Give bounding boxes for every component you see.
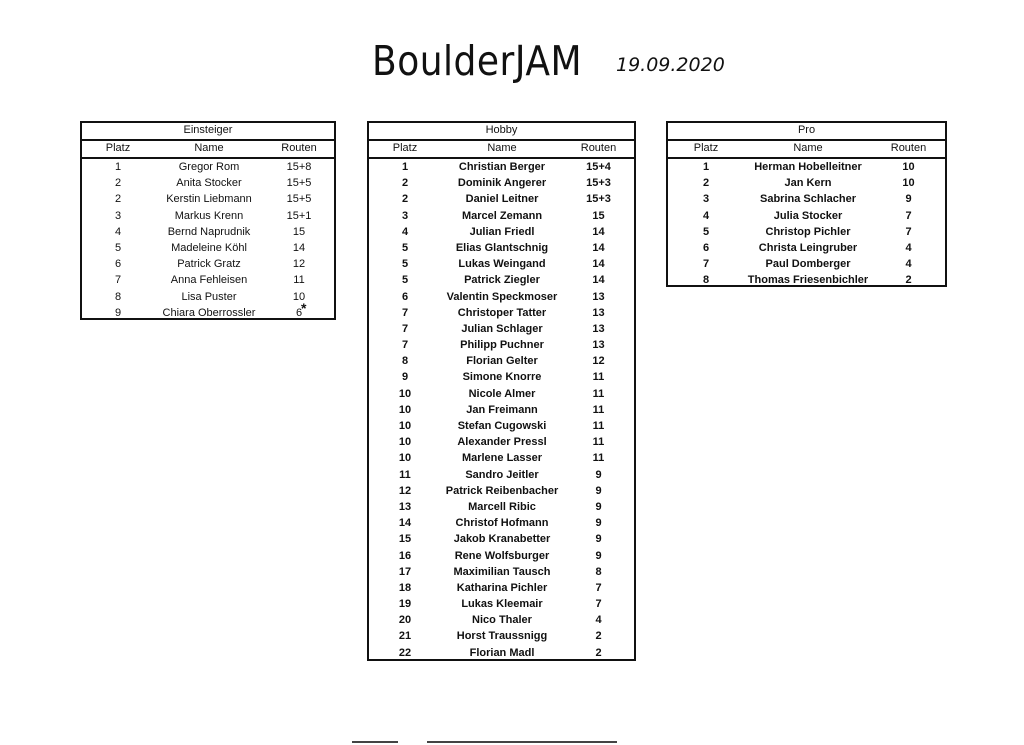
table-row (369, 353, 634, 369)
table-row (369, 224, 634, 240)
handwritten-asterisk: * (301, 300, 307, 316)
table-row (369, 208, 634, 224)
cell-routes: 4 (905, 258, 912, 271)
cell-name: Julian Friedl (469, 225, 535, 238)
cell-name: Markus Krenn (174, 209, 244, 222)
cell-place: 2 (401, 193, 409, 206)
table-row (369, 305, 634, 321)
cell-name: Elias Glantschnig (455, 241, 549, 254)
cell-place: 12 (398, 484, 412, 497)
cell-routes: 9 (595, 484, 602, 497)
cell-place: 7 (401, 322, 409, 335)
table-row (369, 240, 634, 256)
cell-place: 18 (398, 581, 412, 594)
cell-name: Katharina Pichler (456, 581, 548, 594)
cell-routes: 7 (905, 225, 912, 238)
cell-routes: 14 (292, 241, 306, 254)
table-row (82, 305, 334, 321)
einsteiger-table (80, 121, 336, 320)
cell-routes: 14 (592, 225, 605, 238)
table-row (369, 337, 634, 353)
column-headers (369, 141, 634, 159)
cell-place: 4 (702, 209, 710, 222)
cell-name: Jakob Kranabetter (453, 533, 551, 546)
cell-place: 21 (398, 630, 412, 643)
cell-routes: 11 (592, 387, 605, 400)
cell-routes: 13 (592, 322, 605, 335)
table-row (369, 191, 634, 207)
cell-place: 5 (702, 225, 710, 238)
cell-name: Sandro Jeitler (465, 468, 539, 481)
table-row (668, 208, 945, 224)
column-headers (668, 141, 945, 159)
cell-routes: 11 (293, 274, 305, 287)
table-title: Pro (668, 123, 945, 141)
cell-name: Nico Thaler (472, 614, 532, 627)
cell-place: 1 (114, 161, 122, 173)
cell-routes: 7 (595, 581, 602, 594)
cell-routes: 9 (595, 468, 602, 481)
cell-place: 17 (398, 565, 412, 578)
cell-place: 2 (401, 177, 409, 190)
cell-name: Lukas Kleemair (461, 598, 543, 611)
table-row (369, 418, 634, 434)
cell-routes: 4 (905, 241, 912, 254)
table-row (369, 289, 634, 305)
cell-routes: 2 (595, 630, 602, 643)
table-row (369, 175, 634, 191)
cell-name: Anna Fehleisen (170, 274, 248, 287)
cell-routes: 9 (905, 193, 912, 206)
table-row (82, 256, 334, 272)
cell-place: 10 (398, 387, 412, 400)
cell-name: Nicole Almer (468, 387, 536, 400)
cell-routes: 15+4 (586, 161, 611, 173)
cell-name: Patrick Reibenbacher (445, 484, 559, 497)
cell-routes: 2 (595, 646, 602, 659)
table-row (369, 483, 634, 499)
table-row (668, 224, 945, 240)
cell-name: Lukas Weingand (458, 258, 546, 271)
cell-name: Christof Hofmann (455, 517, 549, 530)
table-row (668, 191, 945, 207)
cell-place: 10 (398, 452, 412, 465)
cell-routes: 13 (592, 339, 605, 352)
cell-name: Marcel Zemann (461, 209, 543, 222)
cell-name: Lisa Puster (181, 290, 237, 303)
column-header-name: Name (793, 142, 823, 154)
page-title: BoulderJAM (372, 38, 583, 86)
cell-place: 7 (401, 339, 409, 352)
cell-place: 4 (401, 225, 409, 238)
cell-name: Anita Stocker (176, 177, 242, 190)
table-row (82, 208, 334, 224)
cell-routes: 13 (592, 290, 605, 303)
cell-routes: 11 (592, 420, 605, 432)
cell-place: 2 (702, 177, 710, 190)
column-header-place: Platz (105, 142, 131, 154)
cell-place: 2 (114, 177, 122, 190)
cell-routes: 15 (292, 225, 306, 238)
cell-place: 14 (398, 517, 412, 530)
cell-routes: 11 (592, 452, 605, 465)
cell-place: 10 (398, 420, 412, 432)
cell-name: Paul Domberger (765, 258, 851, 271)
table-row (668, 175, 945, 191)
table-row (82, 289, 334, 305)
cell-place: 4 (114, 225, 122, 238)
cell-place: 19 (398, 598, 412, 611)
cell-name: Maximilian Tausch (453, 565, 551, 578)
table-row (369, 386, 634, 402)
cell-name: Bernd Naprudnik (167, 225, 251, 238)
cell-routes: 11 (592, 371, 605, 384)
table-row (82, 159, 334, 175)
cell-name: Simone Knorre (462, 371, 542, 384)
cell-place: 10 (398, 403, 412, 416)
cell-name: Jan Kern (784, 177, 832, 190)
column-headers (82, 141, 334, 159)
cell-name: Marlene Lasser (461, 452, 543, 465)
cell-name: Daniel Leitner (465, 193, 539, 206)
table-row (668, 256, 945, 272)
cell-place: 13 (398, 500, 412, 513)
table-row (82, 175, 334, 191)
cell-place: 5 (114, 241, 122, 254)
cell-place: 9 (114, 306, 122, 319)
cell-routes: 10 (902, 177, 915, 190)
cell-place: 2 (114, 193, 122, 206)
cell-name: Gregor Rom (178, 161, 240, 173)
table-row (369, 402, 634, 418)
cell-place: 8 (702, 274, 710, 287)
cell-name: Christop Pichler (765, 225, 851, 238)
table-row (369, 612, 634, 628)
cell-name: Christian Berger (458, 161, 546, 173)
cell-name: Sabrina Schlacher (760, 193, 856, 206)
cell-routes: 11 (592, 436, 605, 449)
cell-routes: 9 (595, 533, 602, 546)
cell-name: Rene Wolfsburger (454, 549, 550, 562)
cell-routes: 10 (902, 161, 915, 173)
cell-name: Julian Schlager (461, 322, 543, 335)
cell-name: Patrick Gratz (177, 258, 241, 271)
table-row (369, 628, 634, 644)
table-row (369, 321, 634, 337)
cell-name: Thomas Friesenbichler (747, 274, 869, 287)
cell-routes: 7 (595, 598, 602, 611)
cell-place: 5 (401, 274, 409, 287)
cell-routes: 15 (592, 209, 605, 222)
cell-place: 8 (401, 355, 409, 368)
cell-routes: 14 (592, 258, 605, 271)
cell-routes: 15+5 (286, 177, 312, 190)
table-row (668, 159, 945, 175)
table-row (668, 272, 945, 288)
cell-place: 11 (399, 468, 411, 481)
cell-routes: 13 (592, 306, 605, 319)
cell-routes: 14 (592, 241, 605, 254)
table-row (369, 434, 634, 450)
cell-name: Julia Stocker (773, 209, 843, 222)
cell-routes: 6 (295, 306, 303, 319)
cell-place: 7 (401, 306, 409, 319)
table-row (369, 531, 634, 547)
cell-place: 6 (114, 258, 122, 271)
table-title: Hobby (369, 123, 634, 141)
column-header-name: Name (194, 142, 224, 154)
rows (369, 159, 634, 661)
cell-place: 5 (401, 241, 409, 254)
cell-routes: 15+3 (586, 177, 611, 190)
cell-place: 10 (398, 436, 412, 449)
cell-routes: 15+5 (286, 193, 312, 206)
column-header-routes: Routen (580, 142, 617, 154)
table-row (82, 224, 334, 240)
cell-name: Jan Freimann (466, 403, 538, 416)
cell-place: 3 (702, 193, 710, 206)
table-row (82, 240, 334, 256)
cell-name: Marcell Ribic (468, 500, 536, 513)
cell-name: Christa Leingruber (758, 241, 858, 254)
cell-place: 7 (702, 258, 710, 271)
table-row (82, 191, 334, 207)
scan-edge-mark (427, 741, 617, 743)
cell-name: Florian Gelter (466, 355, 538, 368)
column-header-place: Platz (693, 142, 719, 154)
cell-place: 5 (401, 258, 409, 271)
table-row (369, 159, 634, 175)
cell-name: Dominik Angerer (457, 177, 547, 190)
rows (82, 159, 334, 321)
table-row (369, 564, 634, 580)
cell-name: Patrick Ziegler (464, 274, 540, 287)
cell-routes: 9 (595, 517, 602, 530)
cell-name: Florian Madl (469, 646, 535, 659)
cell-place: 3 (114, 209, 122, 222)
cell-routes: 12 (292, 258, 306, 271)
table-row (369, 515, 634, 531)
table-row (369, 645, 634, 661)
cell-name: Philipp Puchner (460, 339, 544, 352)
cell-place: 3 (401, 209, 409, 222)
table-row (369, 596, 634, 612)
rows (668, 159, 945, 289)
cell-place: 15 (398, 533, 412, 546)
cell-name: Kerstin Liebmann (166, 193, 252, 206)
cell-routes: 11 (592, 403, 605, 416)
table-row (82, 272, 334, 288)
cell-routes: 14 (592, 274, 605, 287)
cell-place: 1 (401, 161, 409, 173)
cell-routes: 9 (595, 549, 602, 562)
column-header-routes: Routen (890, 142, 927, 154)
table-title: Einsteiger (82, 123, 334, 141)
cell-place: 1 (702, 161, 710, 173)
cell-routes: 4 (595, 614, 602, 627)
cell-routes: 7 (905, 209, 912, 222)
cell-routes: 12 (592, 355, 605, 368)
cell-place: 6 (401, 290, 409, 303)
table-row (369, 272, 634, 288)
cell-name: Valentin Speckmoser (446, 290, 558, 303)
cell-place: 9 (401, 371, 409, 384)
cell-place: 6 (702, 241, 710, 254)
cell-place: 8 (114, 290, 122, 303)
column-header-name: Name (487, 142, 517, 154)
cell-routes: 15+1 (286, 209, 312, 222)
table-row (369, 256, 634, 272)
hobby-table (367, 121, 636, 661)
table-row (668, 240, 945, 256)
table-row (369, 548, 634, 564)
column-header-routes: Routen (281, 142, 317, 154)
table-row (369, 450, 634, 466)
cell-routes: 15+8 (286, 161, 312, 173)
pro-table (666, 121, 947, 287)
cell-name: Alexander Pressl (457, 436, 547, 449)
cell-routes: 15+3 (586, 193, 611, 206)
cell-place: 22 (398, 646, 412, 659)
table-row (369, 580, 634, 596)
cell-name: Herman Hobelleitner (754, 161, 862, 173)
cell-name: Chiara Oberrossler (162, 306, 256, 319)
scan-edge-mark (352, 741, 398, 743)
cell-name: Christoper Tatter (457, 306, 547, 319)
cell-routes: 2 (905, 274, 912, 287)
cell-name: Horst Traussnigg (456, 630, 548, 643)
table-row (369, 369, 634, 385)
cell-name: Stefan Cugowski (457, 420, 547, 432)
cell-routes: 9 (595, 500, 602, 513)
event-date: 19.09.2020 (616, 54, 725, 76)
cell-routes: 8 (595, 565, 602, 578)
cell-place: 16 (398, 549, 412, 562)
cell-name: Madeleine Köhl (171, 241, 247, 254)
cell-place: 20 (398, 614, 412, 627)
table-row (369, 499, 634, 515)
table-row (369, 467, 634, 483)
column-header-place: Platz (392, 142, 418, 154)
cell-place: 7 (114, 274, 122, 287)
cell-routes: 10 (292, 290, 306, 303)
